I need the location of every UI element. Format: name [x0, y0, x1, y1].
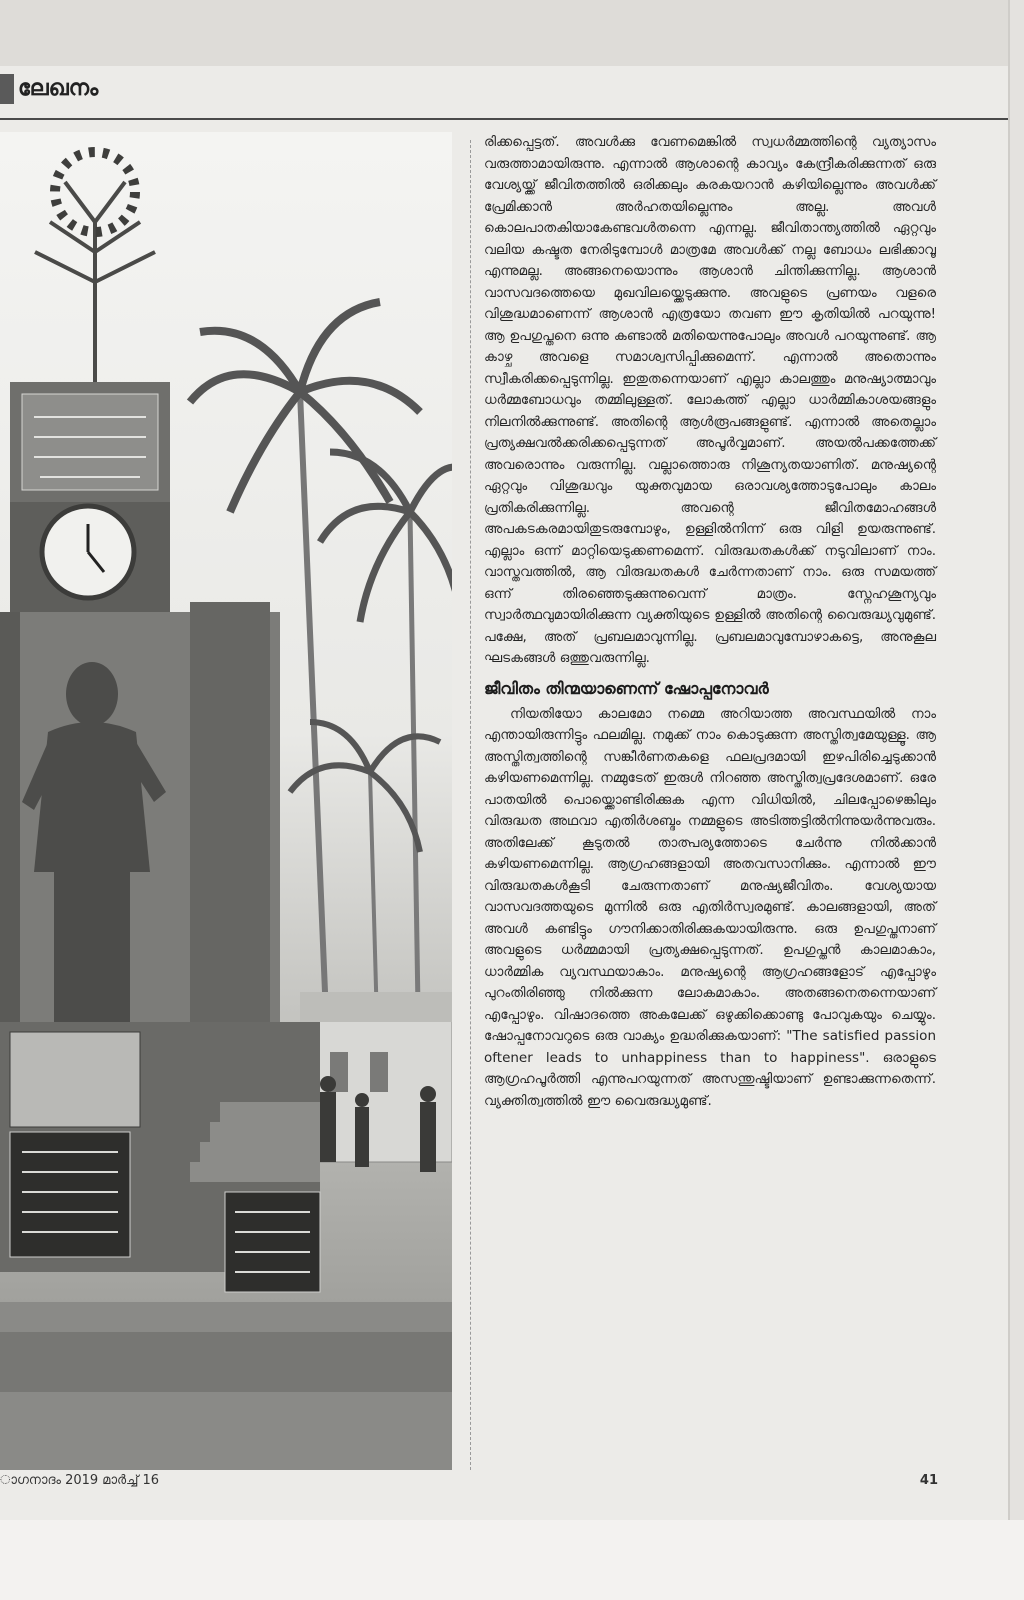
page-number: 41	[919, 1473, 938, 1488]
column-separator	[470, 140, 471, 1470]
header-rule	[0, 118, 1008, 120]
article-paragraph: നിയതിയോ കാലമോ നമ്മെ അറിയാത്ത അവസ്ഥയിൽ നാം എന്തായിരുന്നിട്ടും ഫലമില്ല. നമുക്ക് നാം കൊടുക്കുന്ന അസ്തിത്വമേയുള്ളൂ. ആ അസ്തിത്വത്തിന്റെ സങ്കീർണതകളെ ഫലപ്രദമായി ഇഴപിരിച്ചെടുക്കാൻ കഴിയണമെന്നില്ല. നമ്മുടേത് ഇരുൾ നിറഞ്ഞ അസ്തിത്വപ്രദേശമാണ്. ഒരേ പാതയിൽ പൊയ്ക്കൊണ്ടിരിക്കുക എന്ന വിധിയിൽ, ചിലപ്പോഴെങ്കിലും വിരുദ്ധത അഥവാ എതിർശബ്ദം നമ്മളുടെ അടിത്തട്ടിൽനിന്നുയർന്നുവരും. അതിലേക്ക് കൂടുതൽ താത്പര്യത്തോടെ ചേർന്നു നിൽക്കാൻ കഴിയണമെന്നില്ല. ആഗ്രഹങ്ങളായി അതവസാനിക്കും. എന്നാൽ ഈ വിരുദ്ധതകൾകൂടി ചേരുന്നതാണ് മനുഷ്യജീവിതം. വേശ്യയായ വാസവദത്തയുടെ മുന്നിൽ ഒരു എതിർസ്വരമുണ്ട്. കാലങ്ങളായി, അത് അവൾ കണ്ടിട്ടും ഗൗനിക്കാതിരിക്കുകയായിരുന്നു. ഒരു ഉപഗുപ്തനാണ് അവളുടെ ധർമ്മമായി പ്രത്യക്ഷപ്പെടുന്നത്. ഉപഗുപ്തൻ കാലമാകാം, ധാർമ്മിക വ്യവസ്ഥയാകാം. മനുഷ്യന്റെ ആഗ്രഹങ്ങളോട് എപ്പോഴും പുറംതിരിഞ്ഞു നിൽക്കുന്ന ലോകമാകാം. അതങ്ങനെതന്നെയാണ് എപ്പോഴും. വിഷാദത്തെ അകലേക്ക് ഒഴുക്കിക്കൊണ്ടു പോവുകയും ചെയ്യും. ഷോപ്പനോവറുടെ ഒരു വാക്യം ഉദ്ധരിക്കുകയാണ്: "The satisfied passion oftener leads to unhappiness than to happiness". ഒരാളുടെ ആഗ്രഹപൂർത്തി എന്നുപറയുന്നത് അസന്തുഷ്ടിയാണ് ഉണ്ടാക്കുന്നതെന്ന്. വ്യക്തിത്വത്തിൽ ഈ വൈരുദ്ധ്യമുണ്ട്.	[484, 705, 936, 1109]
page-bottom-margin	[0, 1520, 1024, 1600]
photo-illustration	[0, 132, 452, 1470]
section-label: ലേഖനം	[18, 76, 99, 101]
article-paragraph: രിക്കപ്പെട്ടത്. അവൾക്കു വേണമെങ്കിൽ സ്വധർമ്മത്തിന്റെ വ്യത്യാസം വരുത്താമായിരുന്നു. എന്നാൽ ആശാന്റെ കാവ്യം കേന്ദ്രീകരിക്കുന്നത് ഒരു വേശ്യയ്ക്ക് ജീവിതത്തിൽ ഒരിക്കലും കരകയറാൻ കഴിയില്ലെന്നും അവൾക്ക് പ്രേമിക്കാൻ അർഹതയില്ലെന്നും അല്ല. അവൾ കൊലപാതകിയാകേണ്ടവൾതന്നെ എന്നല്ല. ജീവിതാന്ത്യത്തിൽ ഏറ്റവും വലിയ കഷ്ടത നേരിടുമ്പോൾ മാത്രമേ അവൾക്ക് നല്ല ബോധം ലഭിക്കാവൂ എന്നുമല്ല. അങ്ങനെയൊന്നും ആശാൻ ചിന്തിക്കുന്നില്ല. ആശാൻ വാസവദത്തെയെ മുഖവിലയ്ക്കെടുക്കുന്നു. അവളുടെ പ്രണയം വളരെ വിശുദ്ധമാണെന്ന് ആശാൻ എത്രയോ തവണ ഈ കൃതിയിൽ പറയുന്നു! ആ ഉപഗുപ്തനെ ഒന്നു കണ്ടാൽ മതിയെന്നുപോലും അവൾ പറയുന്നുണ്ട്. ആ കാഴ്ച അവളെ സമാശ്വസിപ്പിക്കുമെന്ന്. എന്നാൽ അതൊന്നും സ്വീകരിക്കപ്പെടുന്നില്ല. ഇതുതന്നെയാണ് എല്ലാ കാലത്തും മനുഷ്യാത്മാവും ധർമ്മബോധവും തമ്മിലുള്ളത്. ലോകത്ത് എല്ലാ ധാർമ്മികാശയങ്ങളും നിലനിൽക്കുന്നുണ്ട്. അതിന്റെ ആൾരൂപങ്ങളുണ്ട്. എന്നാൽ അതെല്ലാം പ്രത്യക്ഷവൽക്കരിക്കപ്പെടുന്നത് അപൂർവ്വമാണ്. അയൽപക്കത്തേക്ക് അവരൊന്നും വരുന്നില്ല. വല്ലാത്തൊരു നിശൂന്യതയാണിത്. മനുഷ്യന്റെ ഏറ്റവും വിശുദ്ധവും യുക്തവുമായ ഒരാവശ്യത്തോടുപോലും കാലം പ്രതികരിക്കുന്നില്ല. അവന്റെ ജീവിതമോഹങ്ങൾ അപകടകരമായിതുടരുമ്പോഴും, ഉള്ളിൽനിന്ന് ഒരു വിളി ഉയരുന്നുണ്ട്. എല്ലാം ഒന്ന് മാറ്റിയെടുക്കണമെന്ന്. വിരുദ്ധതകൾക്ക് നടുവിലാണ് നാം. വാസ്തവത്തിൽ, ആ വിരുദ്ധതകൾ ചേർന്നതാണ് നാം. ഒരു സമയത്ത് ഒന്ന് തിരഞ്ഞെടുക്കുന്നുവെന്ന് മാത്രം. സ്നേഹശൂന്യവും സ്വാർത്ഥവുമായിരിക്കുന്ന വ്യക്തിയുടെ ഉള്ളിൽ അതിന്റെ വൈരുദ്ധ്യവുമുണ്ട്. പക്ഷേ, അത് പ്രബലമാവുന്നില്ല. പ്രബലമാവുമ്പോഴാകട്ടെ, അനുകൂല ഘടകങ്ങൾ ഒത്തുവരുന്നില്ല.	[484, 134, 936, 666]
clock-tower-statue-photo	[0, 132, 452, 1470]
article-text-column	[484, 132, 936, 1112]
page-top-margin	[0, 0, 1008, 66]
issue-date: ാഗനാദം 2019 മാർച്ച് 16	[0, 1473, 160, 1488]
section-marker	[0, 74, 14, 104]
article-subheading: ജീവിതം തിന്മയാണെന്ന് ഷോപ്പനോവർ	[484, 678, 769, 698]
